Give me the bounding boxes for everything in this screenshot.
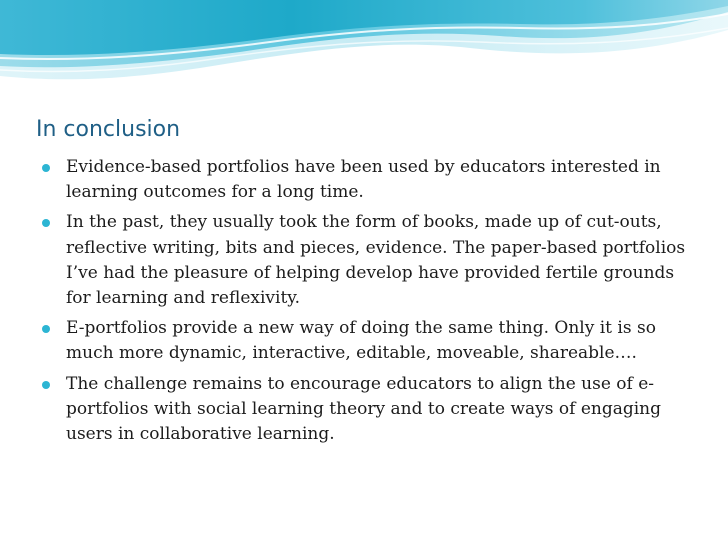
bullet-text: The challenge remains to encourage educators to align the use of e-portfolios with social learning theory and to create ways of engaging users in collaborative learning.	[66, 373, 661, 445]
bullet-dot-icon	[42, 219, 50, 227]
bullet-dot-icon	[42, 325, 50, 333]
slide-title: In conclusion	[36, 117, 181, 142]
bullet-text: In the past, they usually took the form of books, made up of cut-outs, reflective writing, bits and pieces, evidence. The paper-based portfolios I’ve had the pleasure of helping develop have provided fertile grounds for learning and reflexivity.	[66, 212, 686, 309]
bullet-dot-icon	[42, 164, 50, 172]
bullet-item-3	[42, 316, 687, 366]
bullet-item-4	[42, 372, 687, 448]
bullet-dot-icon	[42, 381, 50, 389]
bullet-text: E-portfolios provide a new way of doing the same thing. Only it is so much more dynamic, interactive, editable, moveable, shareable….	[66, 318, 656, 364]
bullet-text: Evidence-based portfolios have been used by educators interested in learning outcomes for a long time.	[66, 157, 661, 203]
header-wave-decoration	[0, 0, 728, 100]
bullet-list	[42, 155, 687, 452]
bullet-item-2	[42, 210, 687, 311]
bullet-item-1	[42, 155, 687, 205]
